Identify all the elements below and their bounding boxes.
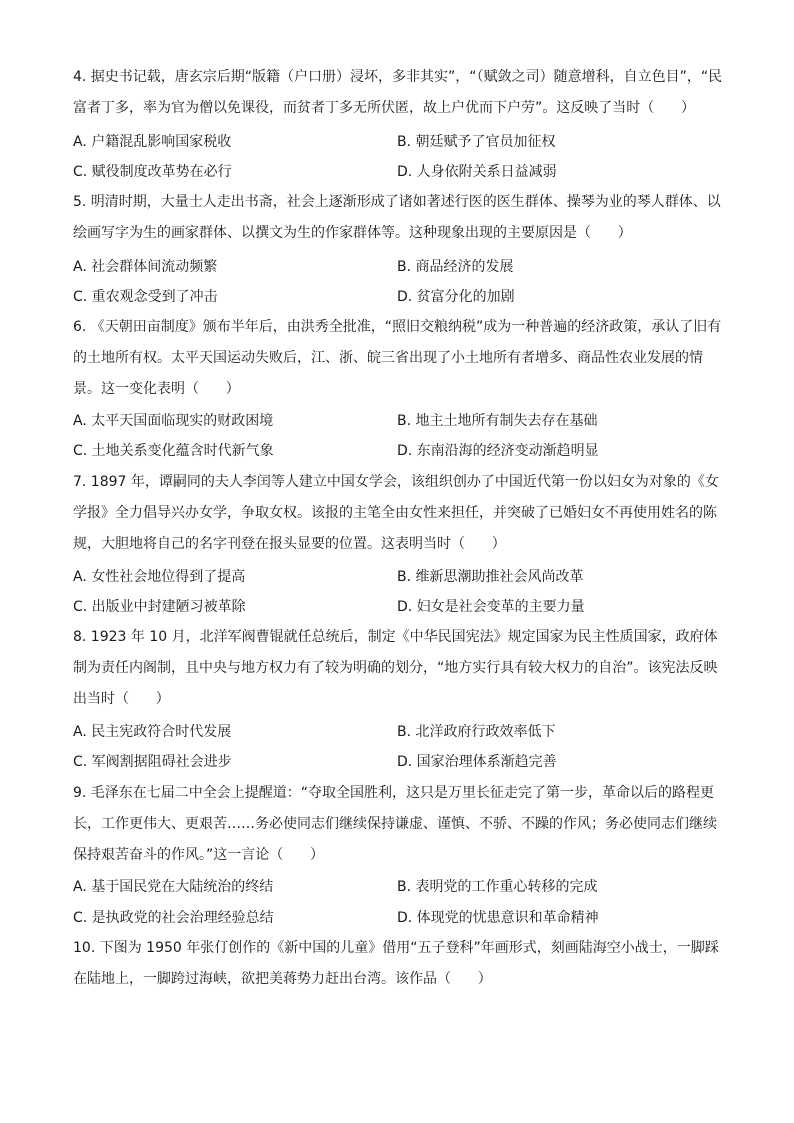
question-6-option-b: B. 地主土地所有制失去存在基础 — [397, 413, 598, 429]
question-8-option-b: B. 北洋政府行政效率低下 — [397, 724, 556, 740]
question-6-option-c: C. 土地关系变化蕴含时代新气象 — [73, 443, 274, 459]
question-8-option-d: D. 国家治理体系渐趋完善 — [397, 754, 557, 770]
question-9-option-a: A. 基于国民党在大陆统治的终结 — [73, 879, 274, 895]
question-6-option-a: A. 太平天国面临现实的财政困境 — [73, 413, 274, 429]
question-7-option-a: A. 女性社会地位得到了提高 — [73, 569, 246, 585]
question-9-option-d: D. 体现党的忧患意识和革命精神 — [397, 910, 599, 926]
question-8-option-a: A. 民主宪政符合时代发展 — [73, 724, 232, 740]
question-10-stem: 10. 下图为 1950 年张仃创作的《新中国的儿童》借用“五子登科”年画形式，刻画陆海空小战士，一脚踩在陆地上，一脚跨过海峡，欲把美蒋势力赶出台湾。该作品（ ） — [73, 940, 719, 987]
question-4-option-d: D. 人身依附关系日益减弱 — [397, 164, 557, 180]
question-5-option-b: B. 商品经济的发展 — [397, 259, 514, 275]
question-8-option-c: C. 军阀割据阻碍社会进步 — [73, 754, 232, 770]
question-7-option-c: C. 出版业中封建陋习被革除 — [73, 599, 246, 615]
question-6-stem: 6. 《天朝田亩制度》颁布半年后，由洪秀全批准，“照旧交粮纳税”成为一种普遍的经济政策，承认了旧有的土地所有权。太平天国运动失败后，江、浙、皖三省出现了小土地所有者增多、商品性农业发展的情景。这一变化表明（ ） — [73, 319, 722, 397]
question-8-stem: 8. 1923 年 10 月，北洋军阀曹锟就任总统后，制定《中华民国宪法》规定国家为民主性质国家，政府体制为责任内阁制，且中央与地方权力有了较为明确的划分，“地方实行具有较大权力的自治”。该宪法反映出当时（ ） — [73, 629, 718, 707]
question-7-option-b: B. 维新思潮助推社会风尚改革 — [397, 569, 584, 585]
question-5-option-d: D. 贫富分化的加剧 — [397, 289, 515, 305]
question-5-option-a: A. 社会群体间流动频繁 — [73, 259, 218, 275]
question-4-option-a: A. 户籍混乱影响国家税收 — [73, 134, 232, 150]
question-4-option-b: B. 朝廷赋予了官员加征权 — [397, 134, 556, 150]
question-4-stem: 4. 据史书记载，唐玄宗后期“版籍（户口册）浸坏，多非其实”，“（赋敛之司）随意增科，自立色目”，“民富者丁多，率为官为僧以免课役，而贫者丁多无所伏匿，故上户优而下户劳”。这反映了当时（ ） — [73, 69, 723, 116]
question-7-option-d: D. 妇女是社会变革的主要力量 — [397, 599, 585, 615]
question-5-stem: 5. 明清时期，大量士人走出书斋，社会上逐渐形成了诸如著述行医的医生群体、操琴为业的琴人群体、以绘画写字为生的画家群体、以撰文为生的作家群体等。这种现象出现的主要原因是（ ） — [73, 194, 721, 241]
question-7-stem: 7. 1897 年，谭嗣同的夫人李闰等人建立中国女学会，该组织创办了中国近代第一份以妇女为对象的《女学报》全力倡导兴办女学，争取女权。该报的主笔全由女性来担任，并突破了已婚妇女不再使用姓名的陈规，大胆地将自己的名字刊登在报头显要的位置。这表明当时（ ） — [73, 474, 719, 552]
question-6-option-d: D. 东南沿海的经济变动渐趋明显 — [397, 443, 599, 459]
question-9-stem: 9. 毛泽东在七届二中全会上提醒道：“夺取全国胜利，这只是万里长征走完了第一步，革命以后的路程更长，工作更伟大、更艰苦……务必使同志们继续保持谦虚、谨慎、不骄、不躁的作风；务必使同志们继续保持艰苦奋斗的作风。”这一言论（ ） — [73, 785, 717, 863]
question-5-option-c: C. 重农观念受到了冲击 — [73, 289, 218, 305]
question-9-option-b: B. 表明党的工作重心转移的完成 — [397, 879, 598, 895]
question-9-option-c: C. 是执政党的社会治理经验总结 — [73, 910, 274, 926]
question-4-option-c: C. 赋役制度改革势在必行 — [73, 164, 232, 180]
